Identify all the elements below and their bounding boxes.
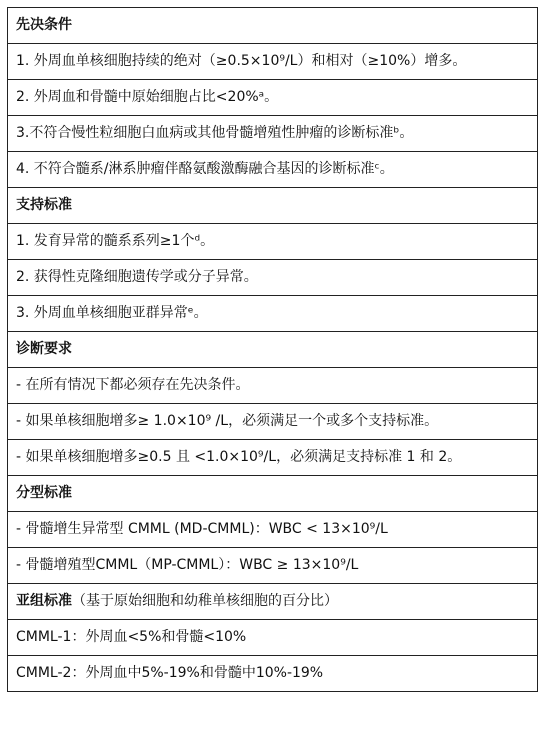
criterion-text: 2. 获得性克隆细胞遗传学或分子异常。 [8,260,538,296]
section-title: 支持标准 [8,188,538,224]
criterion-row [8,548,538,584]
section-title: 亚组标准 [16,593,72,610]
criterion-text: 1. 发育异常的髓系系列≥1个ᵈ。 [8,224,538,260]
section-title: 诊断要求 [8,332,538,368]
section-subtitle: （基于原始细胞和幼稚单核细胞的百分比） [72,593,338,610]
criterion-text: CMML-2：外周血中5%-19%和骨髓中10%-19% [8,656,538,692]
criterion-row [8,44,538,80]
criterion-row [8,152,538,188]
criterion-row [8,296,538,332]
criterion-row [8,116,538,152]
criterion-text: 1. 外周血单核细胞持续的绝对（≥0.5×10⁹/L）和相对（≥10%）增多。 [8,44,538,80]
criterion-text: - 骨髓增殖型CMML（MP-CMML）：WBC ≥ 13×10⁹/L [8,548,538,584]
criterion-text: 3.不符合慢性粒细胞白血病或其他骨髓增殖性肿瘤的诊断标准ᵇ。 [8,116,538,152]
section-header-prerequisites [8,8,538,44]
section-title: 分型标准 [8,476,538,512]
criterion-text: - 如果单核细胞增多≥ 1.0×10⁹ /L，必须满足一个或多个支持标准。 [8,404,538,440]
section-title-cell [8,584,538,620]
criterion-row [8,512,538,548]
criterion-row [8,656,538,692]
criteria-table [7,7,538,692]
criterion-row [8,80,538,116]
criterion-row [8,260,538,296]
criterion-row [8,368,538,404]
criterion-text: 3. 外周血单核细胞亚群异常ᵉ。 [8,296,538,332]
criterion-text: 2. 外周血和骨髓中原始细胞占比<20%ᵃ。 [8,80,538,116]
criterion-row [8,620,538,656]
section-header-supporting [8,188,538,224]
section-header-requirements [8,332,538,368]
criterion-row [8,440,538,476]
criterion-text: 4. 不符合髓系/淋系肿瘤伴酪氨酸激酶融合基因的诊断标准ᶜ。 [8,152,538,188]
criterion-text: CMML-1：外周血<5%和骨髓<10% [8,620,538,656]
criterion-text: - 如果单核细胞增多≥0.5 且 <1.0×10⁹/L，必须满足支持标准 1 和 2。 [8,440,538,476]
section-header-subtypes [8,476,538,512]
criterion-text: - 骨髓增生异常型 CMML (MD-CMML)：WBC < 13×10⁹/L [8,512,538,548]
section-header-subgroups [8,584,538,620]
section-title: 先决条件 [8,8,538,44]
criterion-text: - 在所有情况下都必须存在先决条件。 [8,368,538,404]
criterion-row [8,224,538,260]
criterion-row [8,404,538,440]
